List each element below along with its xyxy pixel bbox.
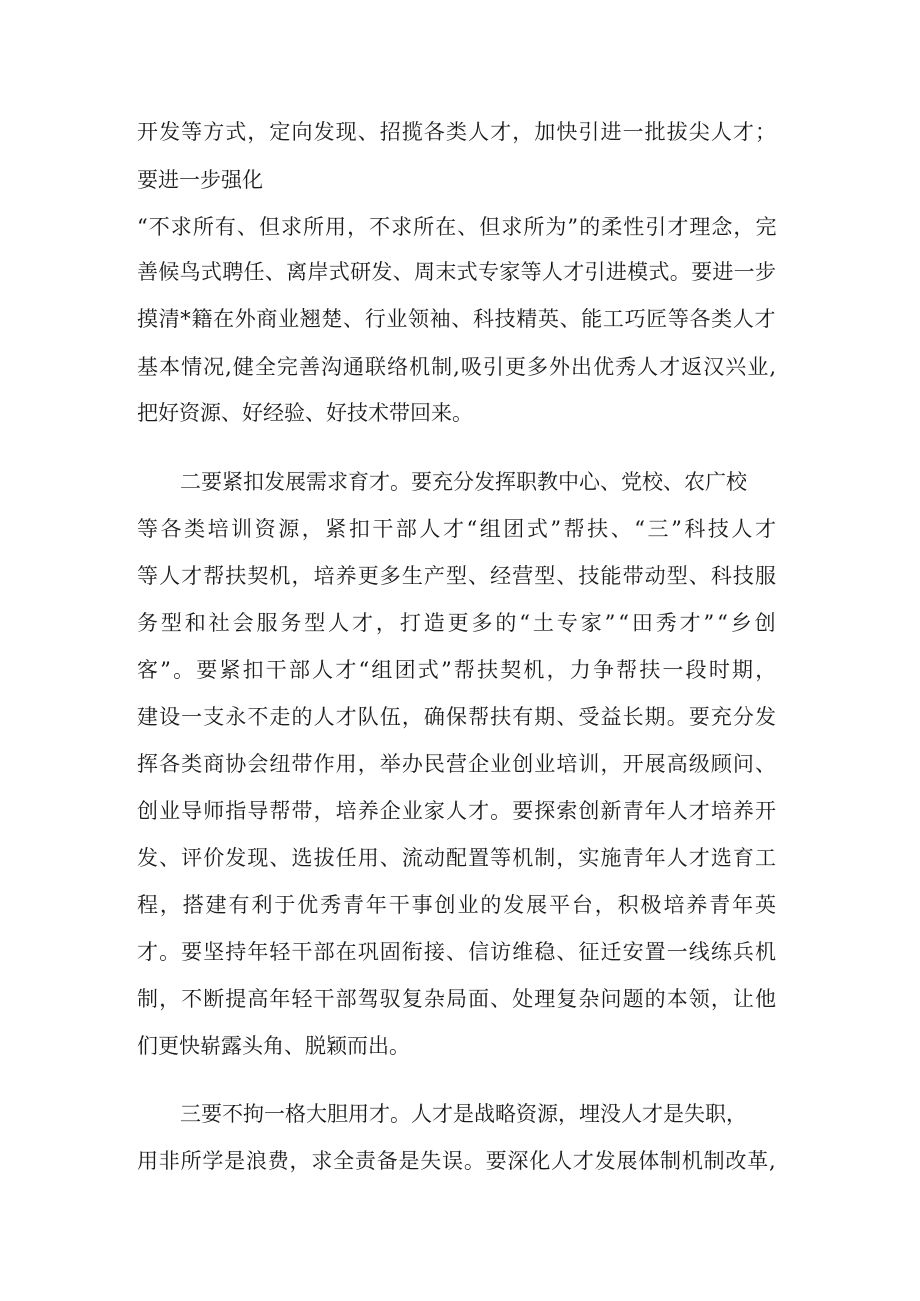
text-line: 开发等方式，定向发现、招揽各类人才，加快引进一批拔尖人才； xyxy=(137,120,778,144)
text-line: 客”。要紧扣干部人才“组团式”帮扶契机，力争帮扶一段时期， xyxy=(137,658,779,682)
text-line: 制，不断提高年轻干部驾驭复杂局面、处理复杂问题的本领，让他 xyxy=(137,987,778,1011)
text-line: 善候鸟式聘任、离岸式研发、周末式专家等人才引进模式。要进一步 xyxy=(137,260,777,284)
text-line: 把好资源、好经验、好技术带回来。 xyxy=(137,401,473,425)
paragraph-first-line: 三要不拘一格大胆用才。人才是战略资源，埋没人才是失职， xyxy=(180,1102,747,1126)
text-line: 们更快崭露头角、脱颖而出。 xyxy=(137,1034,410,1058)
text-line: 用非所学是浪费，求全责备是失误。要深化人才发展体制机制改革, xyxy=(137,1149,777,1173)
text-line: “不求所有、但求所用，不求所在、但求所为”的柔性引才理念，完 xyxy=(137,215,778,239)
text-line: 基本情况,健全完善沟通联络机制,吸引更多外出优秀人才返汉兴业, xyxy=(137,355,778,379)
text-line: 才。要坚持年轻干部在巩固衔接、信访维稳、征迁安置一线练兵机 xyxy=(137,940,778,964)
text-line: 摸清*籍在外商业翘楚、行业领袖、科技精英、能工巧匠等各类人才 xyxy=(137,307,777,331)
text-line: 挥各类商协会纽带作用，举办民营企业创业培训，开展高级顾问、 xyxy=(137,752,778,776)
text-line: 程，搭建有利于优秀青年干事创业的发展平台，积极培养青年英 xyxy=(137,893,778,917)
text-line: 发、评价发现、选拔任用、流动配置等机制，实施青年人才选育工 xyxy=(137,846,778,870)
text-line: 等各类培训资源，紧扣干部人才“组团式”帮扶、“三”科技人才 xyxy=(137,517,779,541)
text-line: 建设一支永不走的人才队伍，确保帮扶有期、受益长期。要充分发 xyxy=(137,705,778,729)
text-line: 等人才帮扶契机，培养更多生产型、经营型、技能带动型、科技服 xyxy=(137,564,778,588)
paragraph-first-line: 二要紧扣发展需求育才。要充分发挥职教中心、党校、农广校 xyxy=(180,470,747,494)
text-line: 要进一步强化 xyxy=(137,168,263,192)
text-line: 务型和社会服务型人才，打造更多的“土专家”“田秀才”“乡创 xyxy=(137,611,779,635)
text-line: 创业导师指导帮带，培养企业家人才。要探索创新青年人才培养开 xyxy=(137,799,778,823)
